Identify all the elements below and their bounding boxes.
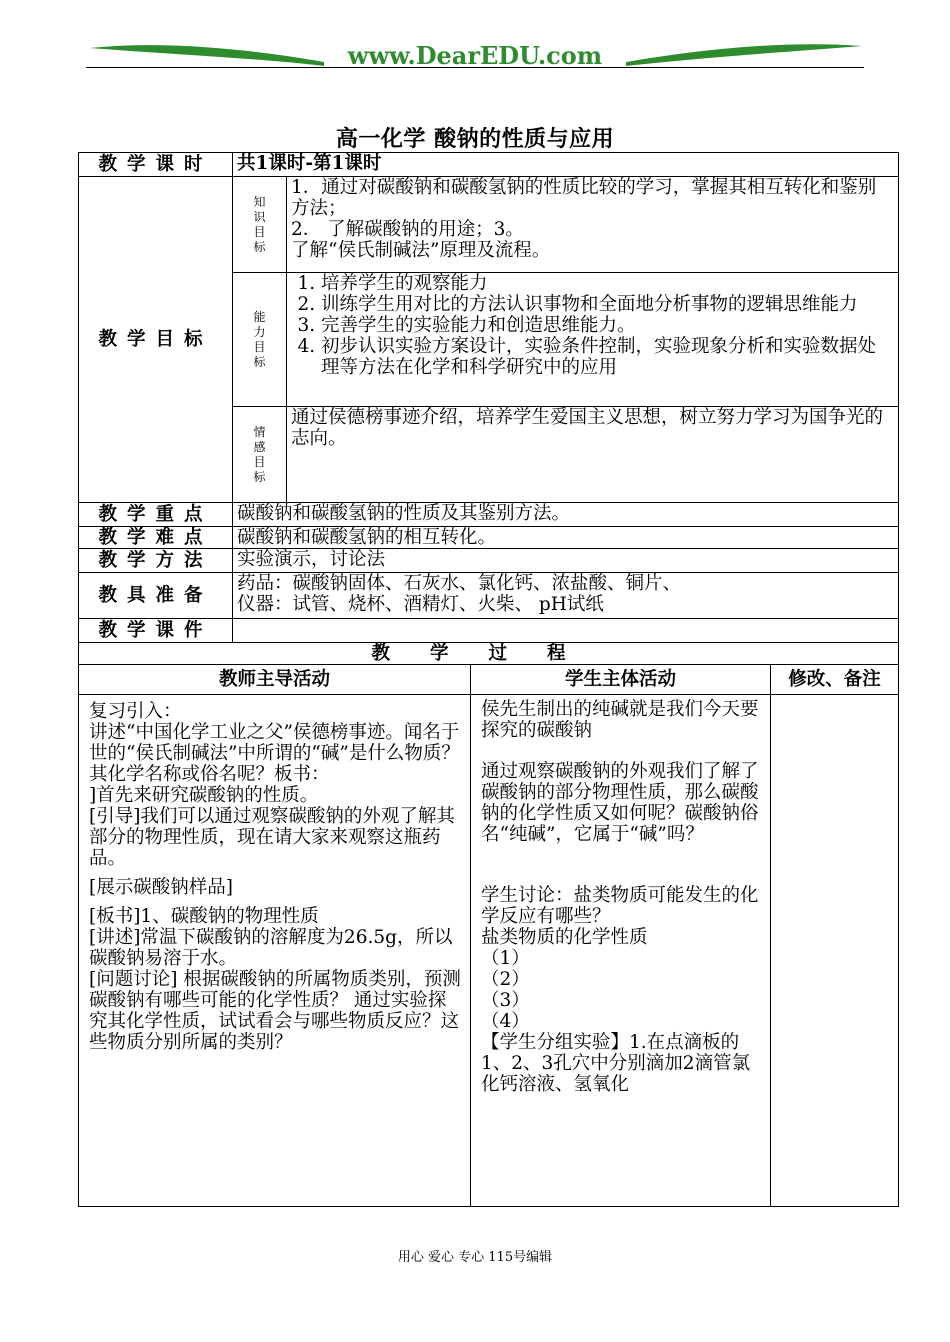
student-para: 通过观察碳酸钠的外观我们了解了碳酸钠的部分物理性质，那么碳酸钠的化学性质又如何呢？碳酸钠俗名“纯碱”，它属于“碱”吗？ [481,761,759,845]
label-hours: 教学课时 [79,153,233,177]
row-process-title [79,643,899,665]
teacher-para: [展示碳酸钠样品] [89,877,233,898]
student-para: （2） [481,969,530,990]
value-method: 实验演示，讨论法 [233,549,899,573]
row-process-content [79,695,899,1207]
label-courseware: 教学课件 [79,619,233,643]
teacher-para: 复习引入： [89,701,182,722]
teacher-para: [问题讨论] 根据碳酸钠的所属物质类别，预测碳酸钠有哪些可能的化学性质？ 通过实验探究其化学性质，试试看会与哪些物质反应？这些物质分别所属的类别？ [89,969,461,1053]
label-knowledge-objective: 知 识 目 标 [233,177,287,273]
label-emotion-objective: 情 感 目 标 [233,407,287,503]
label-difficulty: 教学难点 [79,527,233,549]
document-title: 高一化学 酸钠的性质与应用 [335,126,615,152]
row-difficulty [79,527,899,549]
teacher-para: [板书]1、碳酸钠的物理性质 [89,906,319,927]
teacher-para: [引导]我们可以通过观察碳酸钠的外观了解其部分的物理性质，现在请大家来观察这瓶药品。 [89,806,455,869]
student-para: 学生讨论：盐类物质可能发生的化学反应有哪些？ [481,885,759,927]
value-tools: 药品：碳酸钠固体、石灰水、氯化钙、浓盐酸、铜片、 仪器：试管、烧杯、酒精灯、火柴、 pH试纸 [233,573,899,619]
ability-item: 2. 训练学生用对比的方法认识事物和全面地分析事物的逻辑思维能力 [321,294,894,315]
student-activity-column [471,695,771,1207]
student-para: 【学生分组实验】1.在点滴板的1、2、3孔穴中分别滴加2滴管氯化钙溶液、氢氧化 [481,1032,751,1095]
ability-item: 3. 完善学生的实验能力和创造思维能力。 [321,315,894,336]
student-para: 侯先生制出的纯碱就是我们今天要探究的碳酸钠 [481,699,759,741]
row-knowledge-objective [79,177,899,273]
row-method [79,549,899,573]
notes-column [771,695,899,1207]
row-hours [79,153,899,177]
label-tools: 教具准备 [79,573,233,619]
value-hours: 共1课时-第1课时 [233,153,899,177]
student-para: 盐类物质的化学性质 [481,927,648,948]
header-notes: 修改、备注 [771,665,899,695]
value-difficulty: 碳酸钠和碳酸氢钠的相互转化。 [233,527,899,549]
lesson-plan-table [78,152,899,1207]
ability-item: 4. 初步认识实验方案设计，实验条件控制，实验现象分析和实验数据处理等方法在化学和科学研究中的应用 [321,336,894,378]
site-logo-text: www.DearEDU.com [347,41,603,70]
header-rule [86,67,864,68]
student-para: （4） [481,1011,530,1032]
student-para: （3） [481,990,530,1011]
teacher-para: ]首先来研究碳酸钠的性质。 [89,785,319,806]
teacher-para: [讲述]常温下碳酸钠的溶解度为26.5g，所以碳酸钠易溶于水。 [89,927,453,969]
ability-objective-text [287,273,899,407]
knowledge-objective-text: 1．通过对碳酸钠和碳酸氢钠的性质比较的学习，掌握其相互转化和鉴别方法； 2． 了解碳酸钠的用途；3。 了解“侯氏制碱法”原理及流程。 [287,177,899,273]
row-courseware [79,619,899,643]
label-key-points: 教学重点 [79,503,233,527]
header-student-activity: 学生主体活动 [471,665,771,695]
row-tools [79,573,899,619]
teacher-para: 讲述“中国化学工业之父”侯德榜事迹。闻名于世的“侯氏制碱法”中所谓的“碱”是什么物质？其化学名称或俗名呢？板书： [89,722,460,785]
value-key-points: 碳酸钠和碳酸氢钠的性质及其鉴别方法。 [233,503,899,527]
value-courseware [233,619,899,643]
label-objectives: 教学目标 [79,177,233,503]
header-teacher-activity: 教师主导活动 [79,665,471,695]
label-method: 教学方法 [79,549,233,573]
label-ability-objective: 能 力 目 标 [233,273,287,407]
teacher-activity-column [79,695,471,1207]
emotion-objective-text: 通过侯德榜事迹介绍，培养学生爱国主义思想，树立努力学习为国争光的志向。 [287,407,899,503]
row-key-points [79,503,899,527]
row-process-headers [79,665,899,695]
process-title: 教学过程 [79,643,899,665]
ability-item: 1. 培养学生的观察能力 [321,273,894,294]
student-para: （1） [481,948,530,969]
page-footer: 用心 爱心 专心 115号编辑 [397,1250,553,1265]
